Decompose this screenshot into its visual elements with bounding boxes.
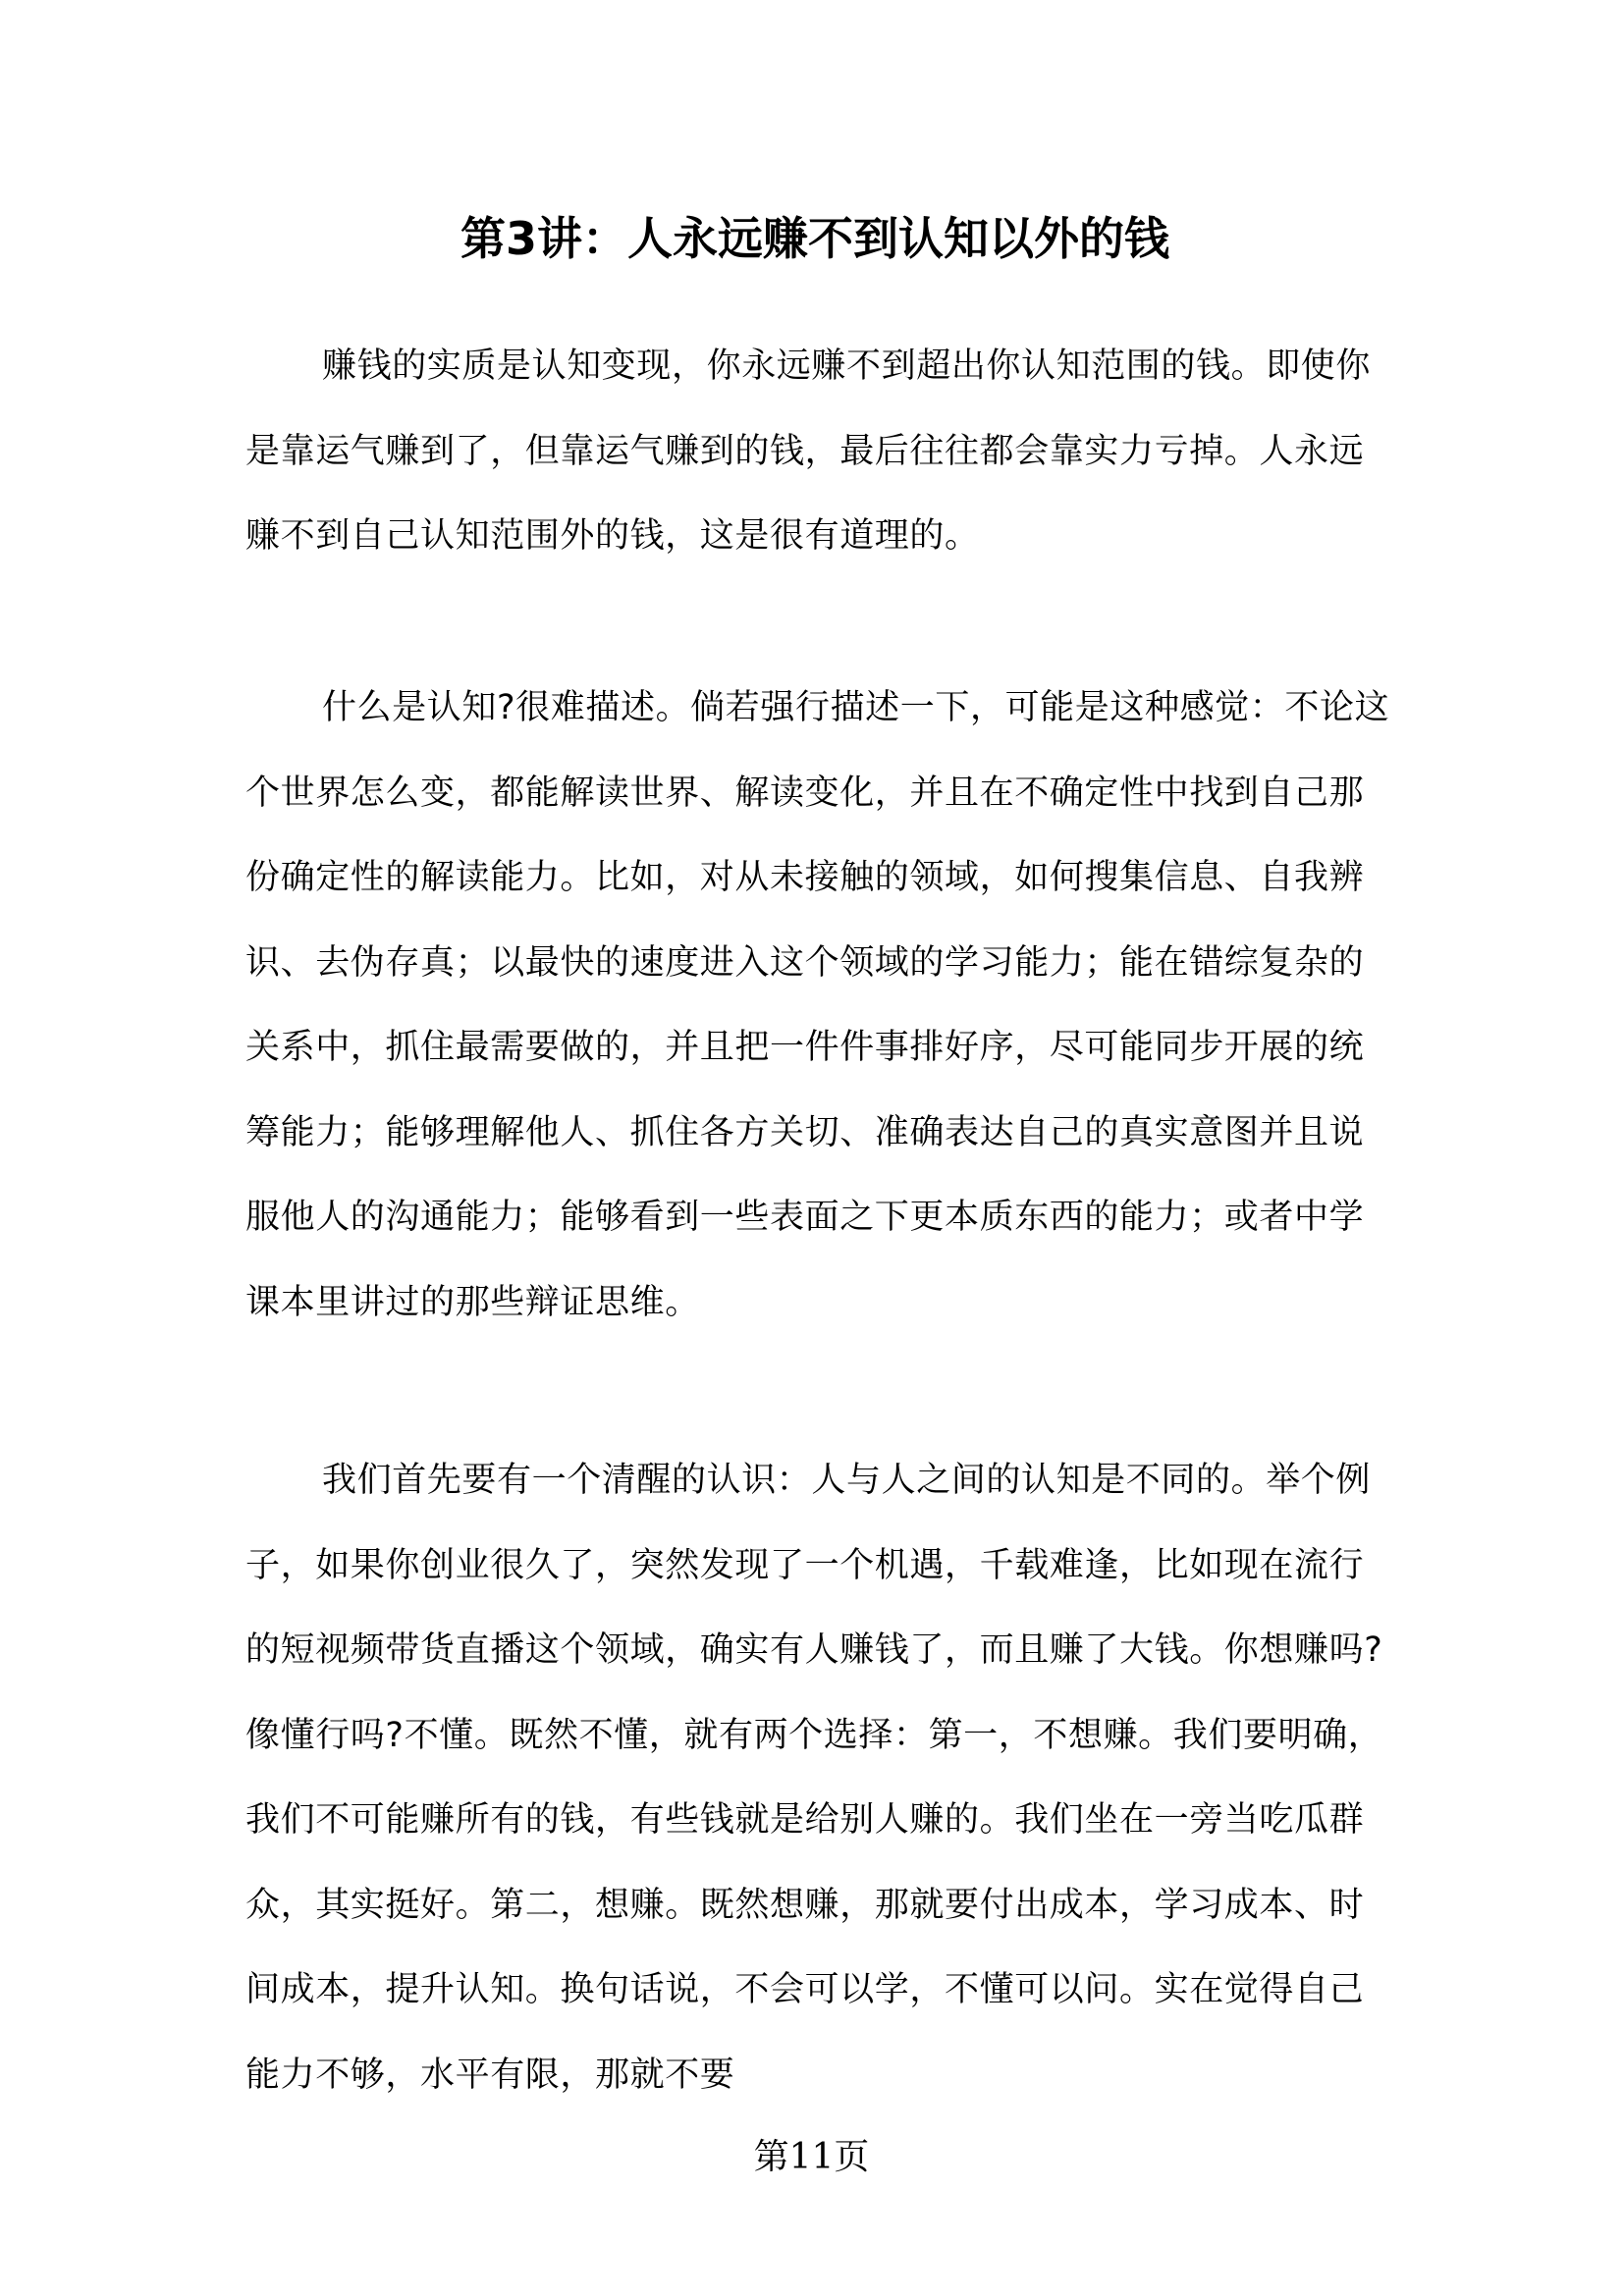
body-paragraph-1: 赚钱的实质是认知变现，你永远赚不到超出你认知范围的钱。即使你是靠运气赚到了，但靠运气赚到的钱，最后往往都会靠实力亏掉。人永远赚不到自己认知范围外的钱，这是很有道理的。 [245, 347, 1372, 556]
body-paragraph-3: 我们首先要有一个清醒的认识：人与人之间的认知是不同的。举个例子，如果你创业很久了，突然发现了一个机遇，千载难逢，比如现在流行的短视频带货直播这个领域，确实有人赚钱了，而且赚了大钱。你想赚吗?像懂行吗?不懂。既然不懂，就有两个选择：第一，不想赚。我们要明确，我们不可能赚所有的钱，有些钱就是给别人赚的。我们坐在一旁当吃瓜群众，其实挺好。第二，想赚。既然想赚，那就要付出成本，学习成本、时间成本，提升认知。换句话说，不会可以学，不懂可以问。实在觉得自己能力不够，水平有限，那就不要 [245, 1461, 1383, 2095]
body-paragraph-2: 什么是认知?很难描述。倘若强行描述一下，可能是这种感觉：不论这个世界怎么变，都能解读世界、解读变化，并且在不确定性中找到自己那份确定性的解读能力。比如，对从未接触的领域，如何搜集信息、自我辨识、去伪存真；以最快的速度进入这个领域的学习能力；能在错综复杂的关系中，抓住最需要做的，并且把一件件事排好序，尽可能同步开展的统筹能力；能够理解他人、抓住各方关切、准确表达自己的真实意图并且说服他人的沟通能力；能够看到一些表面之下更本质东西的能力；或者中学课本里讲过的那些辩证思维。 [245, 688, 1390, 1322]
page-number: 第11页 [753, 2137, 870, 2177]
chapter-title: 第3讲：人永远赚不到认知以外的钱 [460, 212, 1169, 265]
